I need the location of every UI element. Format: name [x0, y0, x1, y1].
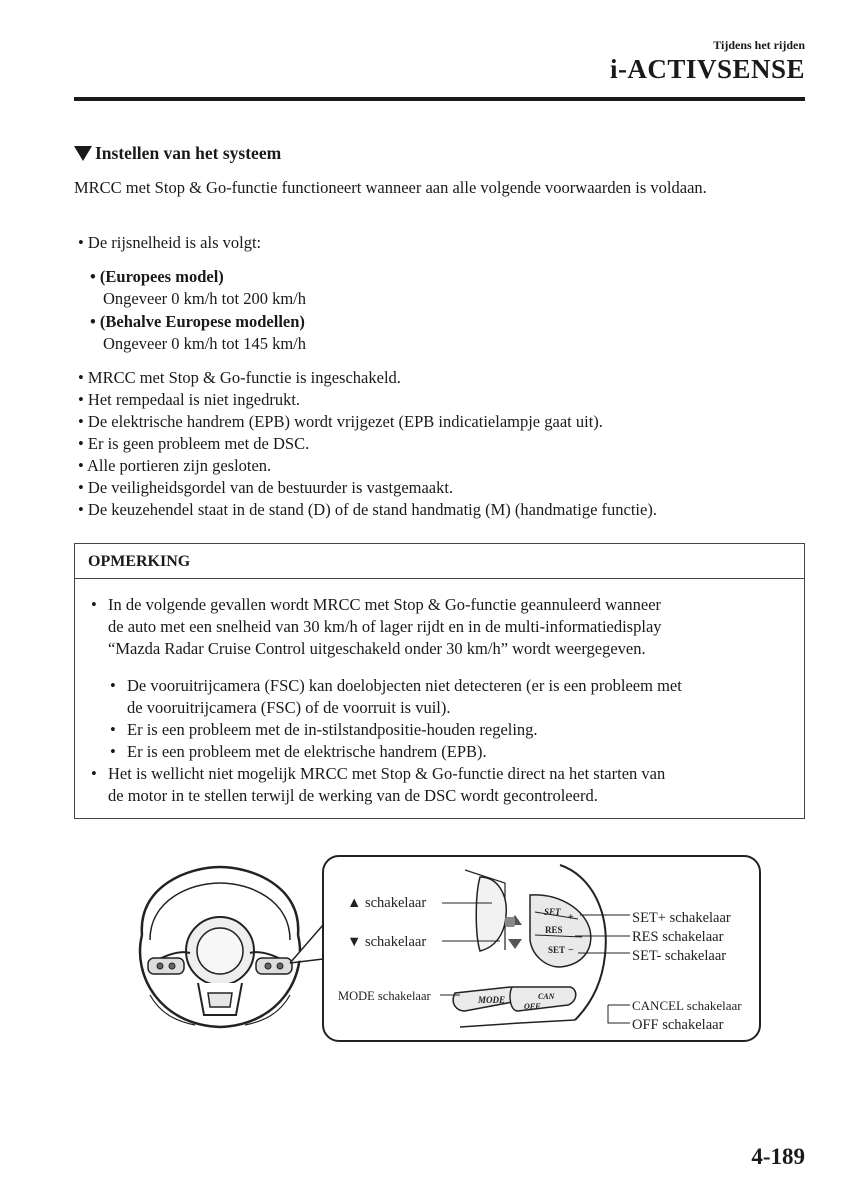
speed-item-label: • (Europees model) — [90, 267, 224, 286]
note-sub-line: Er is een probleem met de elektrische handrem (EPB). — [127, 742, 487, 761]
note-box — [74, 543, 805, 819]
note-bullet: • — [91, 595, 97, 614]
speed-item-label: • (Behalve Europese modellen) — [90, 312, 305, 331]
note-sub-line: Er is een probleem met de in-stilstandpositie-houden regeling. — [127, 720, 538, 739]
speed-item-value: Ongeveer 0 km/h tot 145 km/h — [103, 334, 307, 353]
can-button-text: CAN — [538, 992, 555, 1001]
res-button-text: RES — [545, 925, 563, 935]
note-sub-line: de vooruitrijcamera (FSC) of de voorruit is vuil). — [127, 698, 451, 717]
condition-item: • Alle portieren zijn gesloten. — [78, 456, 272, 475]
set-minus-button-text: SET — [548, 945, 566, 955]
intro-paragraph: MRCC met Stop & Go-functie functioneert wanneer aan alle volgende voorwaarden is voldaan. — [74, 178, 707, 197]
triangle-down-icon — [74, 146, 92, 161]
set-plus-button-text: SET — [544, 907, 561, 917]
steering-wheel-figure — [120, 855, 765, 1045]
note-sub-bullet: • — [110, 676, 116, 695]
note-sub-bullet: • — [110, 742, 116, 761]
condition-item: • De veiligheidsgordel van de bestuurder is vastgemaakt. — [78, 478, 454, 497]
section-title — [74, 143, 281, 164]
chapter-title: i-ACTIVSENSE — [609, 54, 805, 84]
note-heading: OPMERKING — [75, 544, 804, 579]
note-bullet: • — [91, 764, 97, 783]
section-title-text: Instellen van het systeem — [95, 143, 282, 163]
condition-item: • De elektrische handrem (EPB) wordt vrijgezet (EPB indicatielampje gaat uit). — [78, 412, 603, 431]
running-header: Tijdens het rijden — [713, 38, 805, 52]
note-sub-bullet: • — [110, 720, 116, 739]
off-switch-label: OFF schakelaar — [632, 1017, 724, 1033]
minus-icon: − — [568, 945, 574, 956]
header-rule — [74, 97, 805, 101]
note-line: de motor in te stellen terwijl de werking van de DSC wordt gecontroleerd. — [108, 786, 598, 805]
mode-button-text: MODE — [478, 995, 506, 1005]
speed-bullet: • De rijsnelheid is als volgt: — [78, 233, 262, 252]
page-number: 4-189 — [751, 1144, 805, 1169]
note-line: Het is wellicht niet mogelijk MRCC met Stop & Go-functie direct na het starten van — [108, 764, 666, 783]
res-switch-label: RES schakelaar — [632, 929, 724, 945]
set-plus-switch-label: SET+ schakelaar — [632, 910, 731, 926]
note-line: de auto met een snelheid van 30 km/h of lager rijdt en in de multi-informatiedisplay — [108, 617, 662, 636]
note-sub-line: De vooruitrijcamera (FSC) kan doelobjecten niet detecteren (er is een probleem met — [127, 676, 682, 695]
condition-item: • Het rempedaal is niet ingedrukt. — [78, 390, 301, 409]
down-switch-label: ▼ schakelaar — [347, 934, 427, 950]
cancel-switch-label: CANCEL schakelaar — [632, 998, 742, 1013]
note-line: “Mazda Radar Cruise Control uitgeschakeld onder 30 km/h” wordt weergegeven. — [108, 639, 646, 658]
off-button-text: OFF — [524, 1002, 541, 1011]
speed-item-value: Ongeveer 0 km/h tot 200 km/h — [103, 289, 307, 308]
plus-icon: + — [568, 912, 574, 923]
condition-item: • De keuzehendel staat in de stand (D) of de stand handmatig (M) (handmatige functie). — [78, 500, 657, 519]
mode-switch-label: MODE schakelaar — [338, 989, 431, 1003]
up-switch-label: ▲ schakelaar — [347, 895, 427, 911]
condition-item: • MRCC met Stop & Go-functie is ingeschakeld. — [78, 368, 401, 387]
note-line: In de volgende gevallen wordt MRCC met Stop & Go-functie geannuleerd wanneer — [108, 595, 662, 614]
steering-wheel-icon — [140, 867, 300, 1027]
condition-item: • Er is geen probleem met de DSC. — [78, 434, 310, 453]
set-minus-switch-label: SET- schakelaar — [632, 948, 727, 964]
